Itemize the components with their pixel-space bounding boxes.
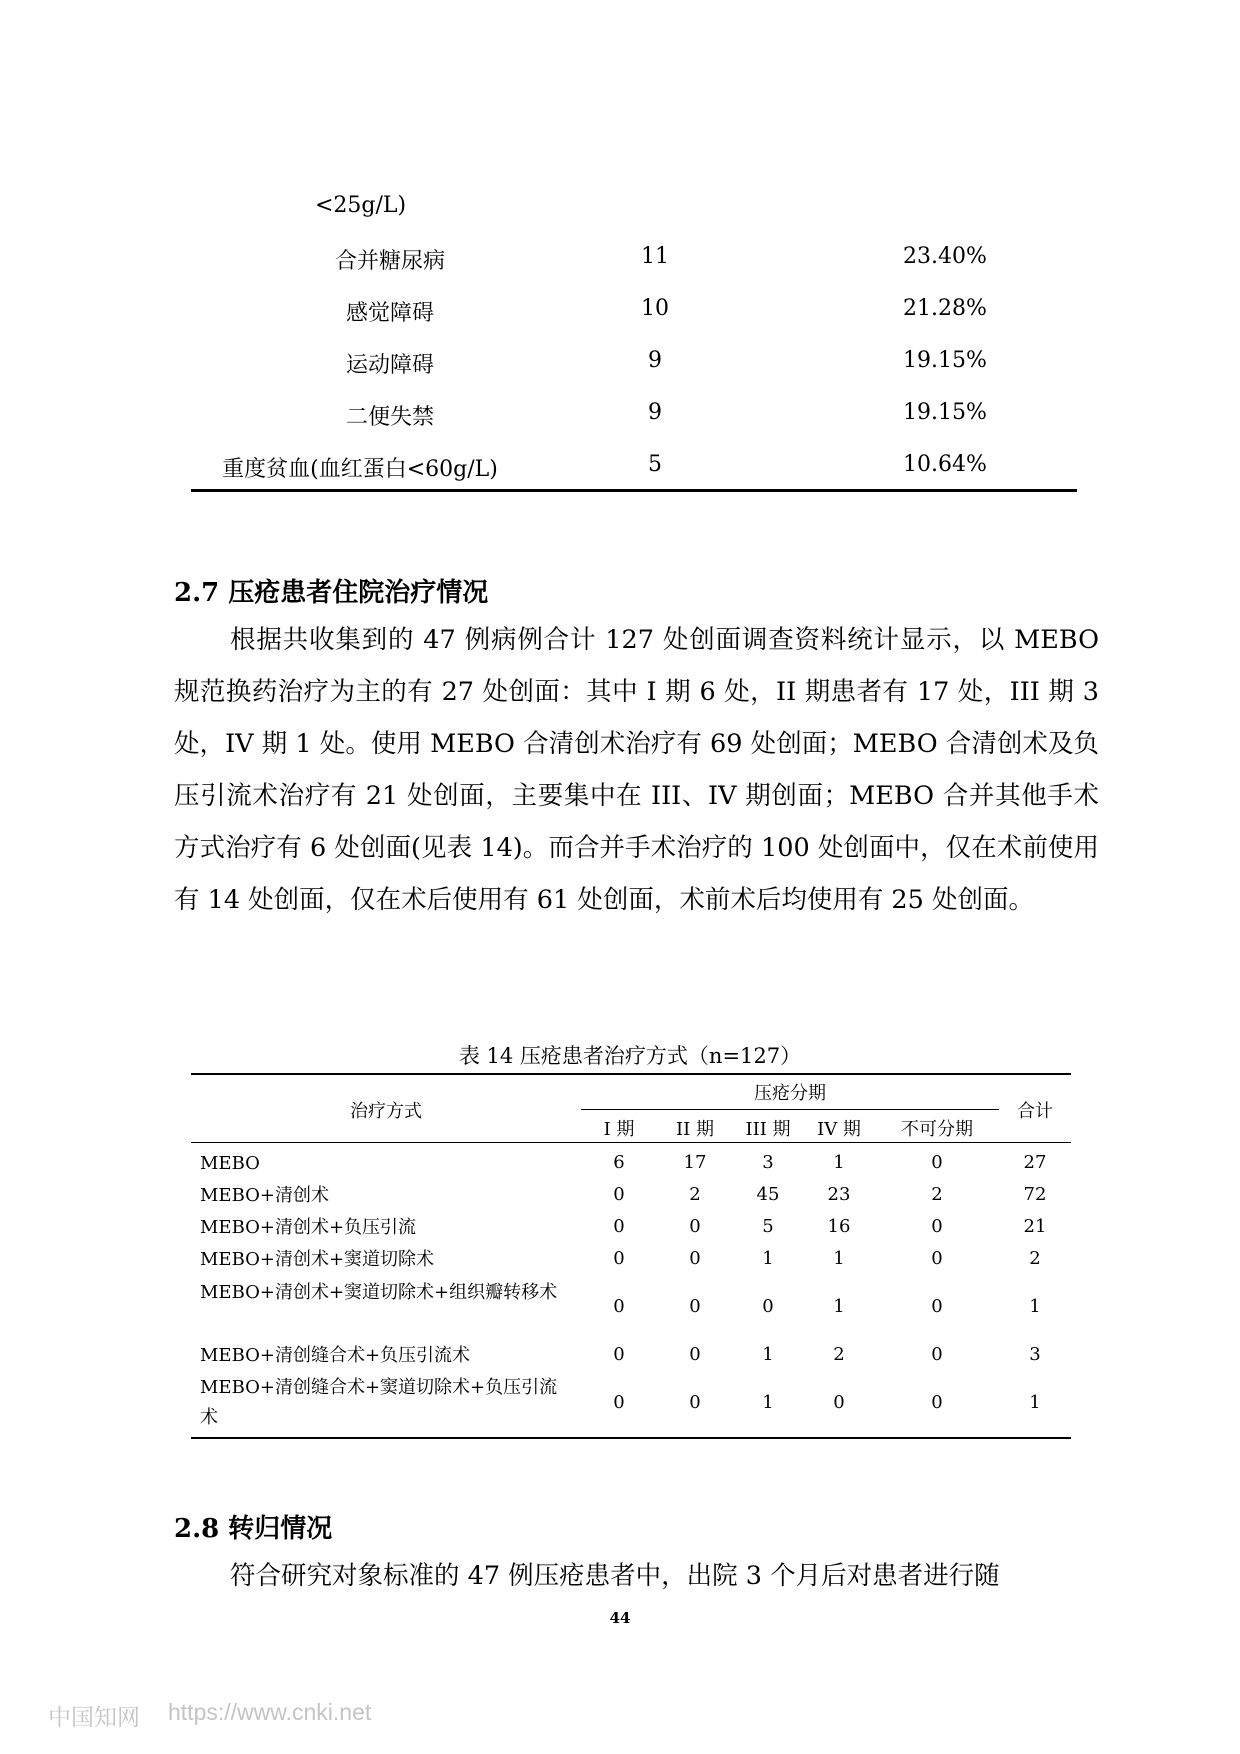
table14-cell: 2 [931, 1184, 943, 1205]
table14-bottom-rule [191, 1437, 1071, 1439]
cnki-brand-watermark: 中国知网 [48, 1704, 140, 1730]
table13-label: 感觉障碍 [345, 301, 434, 326]
table14-header-bottom-rule [191, 1142, 1071, 1143]
table13-label: 重度贫血(血红蛋白<60g/L) [222, 457, 498, 482]
table14-cell: 17 [683, 1152, 707, 1173]
table14-cell: 0 [931, 1296, 943, 1317]
table14-cell: 0 [613, 1248, 625, 1269]
table14-cell: 0 [689, 1216, 701, 1237]
table14-cell: 3 [762, 1152, 774, 1173]
table13-fragment-text: <25g/L) [315, 193, 407, 218]
table14-cell: 0 [931, 1216, 943, 1237]
table14-top-rule [191, 1073, 1071, 1075]
table-row [0, 348, 1240, 388]
table13-count: 10 [641, 296, 669, 321]
table-row [0, 452, 1240, 492]
table14-cell: 0 [613, 1296, 625, 1317]
table14-header-total: 合计 [1017, 1101, 1053, 1122]
table14-cell: 0 [689, 1248, 701, 1269]
table13-percent: 19.15% [903, 400, 987, 425]
table14-cell: 0 [613, 1344, 625, 1365]
table14-cell: 1 [762, 1392, 774, 1413]
table14-total: 1 [1029, 1296, 1041, 1317]
table13-count: 9 [648, 400, 662, 425]
table14-cell: 0 [613, 1216, 625, 1237]
table14-cell: 1 [762, 1248, 774, 1269]
table14-cell: 45 [756, 1184, 780, 1205]
table13-count: 9 [648, 348, 662, 373]
table14-cell: 0 [931, 1152, 943, 1173]
table14-cell: 1 [762, 1344, 774, 1365]
table14-method: MEBO+清创术+窦道切除术+组织瓣转移术 [200, 1282, 558, 1303]
table14-cell: 16 [827, 1216, 851, 1237]
table14-caption: 表 14 压疮患者治疗方式（n=127） [458, 1044, 802, 1068]
cnki-url-watermark: https://www.cnki.net [168, 1699, 372, 1725]
table14-total: 21 [1023, 1216, 1047, 1237]
table14-cell: 6 [613, 1152, 625, 1173]
section-2-7-paragraph: 根据共收集到的 47 例病例合计 127 处创面调查资料统计显示，以 MEBO 规范换药治疗为主的有 27 处创面：其中 I 期 6 处，II 期患者有 17 处，III 期 3 处，IV 期 1 处。使用 MEBO 合清创术治疗有 69 处创面；MEBO 合清创术及负压引流术治疗有 21 处创面，主要集中在 III、IV 期创面；MEBO 合并其他手术方式治疗有 6 处创面(见表 14)。而合并手术治疗的 100 处创面中，仅在术前使用有 14 处创面，仅在术后使用有 61 处创面，术前术后均使用有 25 处创面。 [174, 625, 1099, 915]
table14-cell: 0 [833, 1392, 845, 1413]
table13-fragment-row [0, 193, 1240, 233]
table14-cell: 0 [689, 1392, 701, 1413]
table13-label: 合并糖尿病 [334, 249, 445, 274]
table14-cell: 0 [762, 1296, 774, 1317]
table13-bottom-rule [191, 489, 1077, 492]
table14-cell: 0 [613, 1184, 625, 1205]
table14-cell: 2 [833, 1344, 845, 1365]
page-number: 44 [609, 1609, 631, 1627]
table14-method: MEBO [200, 1153, 260, 1174]
table14-cell: 2 [689, 1184, 701, 1205]
table14-header-subrule [581, 1109, 999, 1110]
table14-total: 3 [1029, 1344, 1041, 1365]
table-row [0, 244, 1240, 284]
table14-cell: 0 [931, 1392, 943, 1413]
table14-cell: 1 [833, 1152, 845, 1173]
table14-total: 72 [1023, 1184, 1047, 1205]
table14-cell: 23 [827, 1184, 851, 1205]
table14-total: 27 [1023, 1152, 1047, 1173]
table13-percent: 10.64% [903, 452, 987, 477]
table14-method: MEBO+清创缝合术+窦道切除术+负压引流术 [200, 1377, 558, 1428]
table14-cell: 1 [833, 1296, 845, 1317]
table14-cell: 0 [931, 1248, 943, 1269]
table14-method: MEBO+清创缝合术+负压引流术 [200, 1345, 471, 1366]
section-2-8-paragraph: 符合研究对象标准的 47 例压疮患者中，出院 3 个月后对患者进行随 [230, 1561, 1000, 1591]
table13-percent: 21.28% [903, 296, 987, 321]
table13-label: 运动障碍 [345, 353, 434, 378]
table13-count: 11 [641, 244, 669, 269]
table14-header-stage-group: 压疮分期 [754, 1083, 826, 1104]
table13-percent: 19.15% [903, 348, 987, 373]
table14-cell: 5 [762, 1216, 774, 1237]
table14-method: MEBO+清创术 [200, 1185, 329, 1206]
table13-label: 二便失禁 [345, 405, 434, 430]
table14-col-stage-3: III 期 [745, 1119, 791, 1140]
table14-cell: 0 [689, 1344, 701, 1365]
table14-col-unstageable: 不可分期 [901, 1119, 973, 1140]
table14-col-stage-1: I 期 [603, 1119, 635, 1140]
table14-cell: 0 [931, 1344, 943, 1365]
table14-cell: 0 [613, 1392, 625, 1413]
table13-count: 5 [648, 452, 662, 477]
table14-header-method: 治疗方式 [350, 1101, 422, 1122]
table-row [0, 296, 1240, 336]
table14-method: MEBO+清创术+窦道切除术 [200, 1249, 435, 1270]
table14-total: 2 [1029, 1248, 1041, 1269]
table13-percent: 23.40% [903, 244, 987, 269]
table14-total: 1 [1029, 1392, 1041, 1413]
section-2-8-heading: 2.8 转归情况 [174, 1514, 333, 1544]
table-row [0, 400, 1240, 440]
section-2-7-heading: 2.7 压疮患者住院治疗情况 [174, 578, 489, 608]
table14-method: MEBO+清创术+负压引流 [200, 1217, 417, 1238]
table14-col-stage-4: IV 期 [817, 1119, 861, 1140]
table14-cell: 0 [689, 1296, 701, 1317]
table14-cell: 1 [833, 1248, 845, 1269]
table14-col-stage-2: II 期 [676, 1119, 714, 1140]
